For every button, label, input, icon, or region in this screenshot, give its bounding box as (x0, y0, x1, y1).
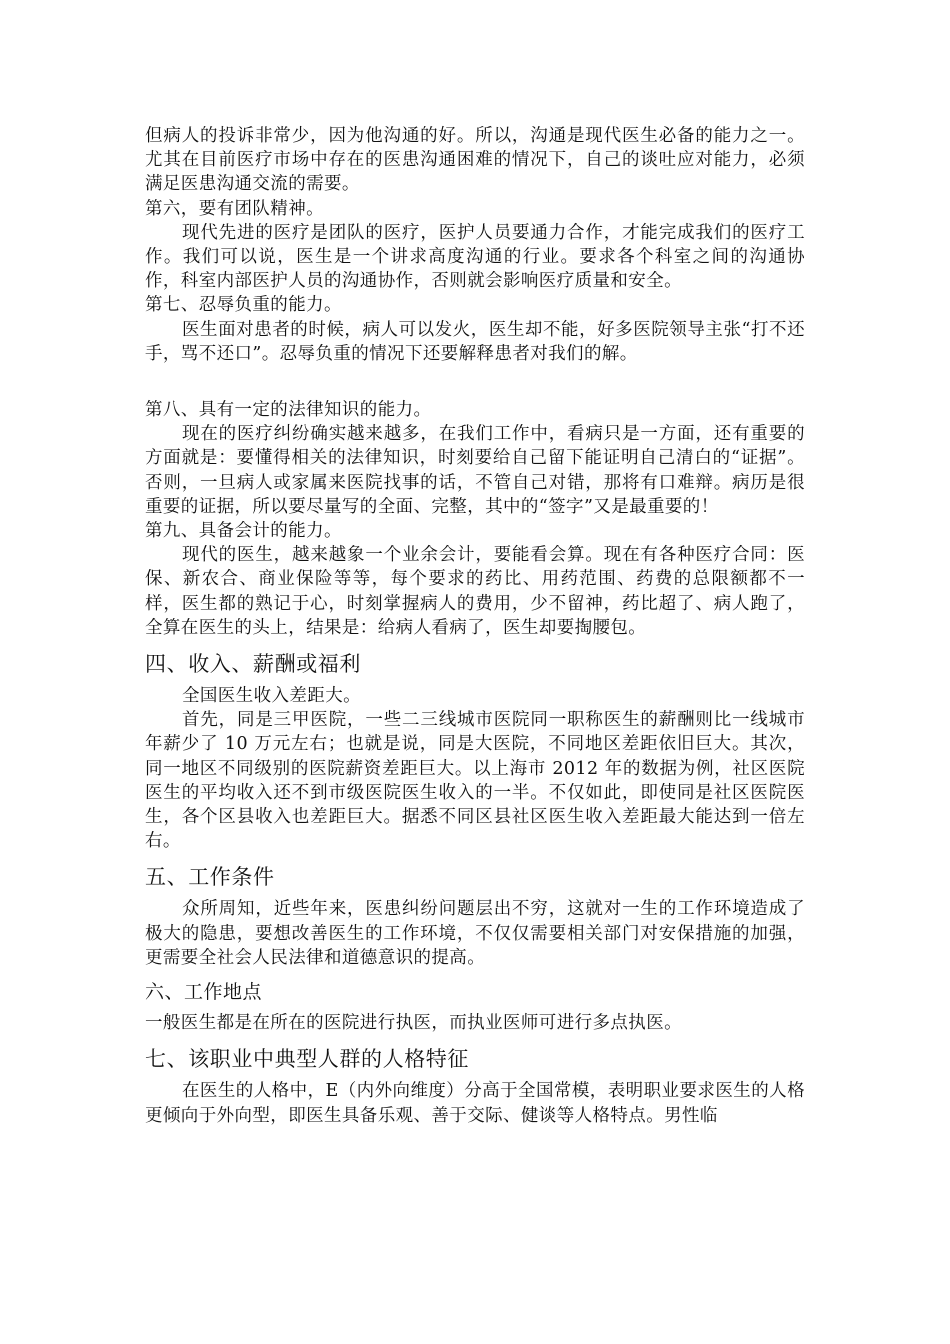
section-conditions-heading: 五、工作条件 (145, 865, 275, 890)
paragraph-legal: 现在的医疗纠纷确实越来越多，在我们工作中，看病只是一方面，还有重要的方面就是：要懂得相关的法律知识，时刻要给自己留下能证明自己清白的“证据”。否则，一旦病人或家属来医院找事的话，不管自己对错，那将有口难辩。病历是很重要的证据，所以要尽量写的全面、完整，其中的“签字”又是最重要的！ (145, 424, 805, 517)
blank-gap (145, 366, 805, 398)
item-seven-heading: 第七、忍辱负重的能力。 (145, 295, 342, 316)
section-personality-heading: 七、该职业中典型人群的人格特征 (145, 1047, 469, 1072)
section-location-heading: 六、工作地点 (145, 981, 263, 1004)
paragraph-communication: 但病人的投诉非常少，因为他沟通的好。所以，沟通是现代医生必备的能力之一。尤其在目前医疗市场中存在的医患沟通困难的情况下，自己的谈吐应对能力，必须满足医患沟通交流的需要。 (145, 126, 805, 195)
paragraph-accounting: 现代的医生，越来越象一个业余会计，要能看会算。现在有各种医疗合同：医保、新农合、商业保险等等，每个要求的药比、用药范围、药费的总限额都不一样，医生都的熟记于心，时刻掌握病人的费用，少不留神，药比超了、病人跑了，全算在医生的头上，结果是：给病人看病了，医生却要掏腰包。 (145, 545, 805, 638)
item-nine-heading: 第九、具备会计的能力。 (145, 521, 342, 542)
paragraph-teamwork: 现代先进的医疗是团队的医疗，医护人员要通力合作，才能完成我们的医疗工作。我们可以说，医生是一个讲求高度沟通的行业。要求各个科室之间的沟通协作，科室内部医护人员的沟通协作，否则就会影响医疗质量和安全。 (145, 222, 805, 292)
section-income-heading: 四、收入、薪酬或福利 (145, 652, 361, 677)
paragraph-personality: 在医生的人格中，E（内外向维度）分高于全国常模，表明职业要求医生的人格更倾向于外向型，即医生具备乐观、善于交际、健谈等人格特点。男性临 (145, 1081, 805, 1126)
paragraph-endurance: 医生面对患者的时候，病人可以发火，医生却不能，好多医院领导主张“打不还手，骂不还口”。忍辱负重的情况下还要解释患者对我们的解。 (145, 319, 805, 364)
item-eight-heading: 第八、具有一定的法律知识的能力。 (145, 400, 432, 421)
paragraph-conditions: 众所周知，近些年来，医患纠纷问题层出不穷，这就对一生的工作环境造成了极大的隐患，要想改善医生的工作环境，不仅仅需要相关部门对安保措施的加强，更需要全社会人民法律和道德意识的提高。 (145, 899, 805, 968)
document-page (145, 124, 805, 1128)
paragraph-income-intro: 全国医生收入差距大。 (182, 686, 361, 707)
item-six-heading: 第六，要有团队精神。 (145, 198, 324, 219)
paragraph-location: 一般医生都是在所在的医院进行执医，而执业医师可进行多点执医。 (145, 1013, 682, 1034)
paragraph-income-detail: 首先，同是三甲医院，一些二三线城市医院同一职称医生的薪酬则比一线城市年薪少了 10 万元左右；也就是说，同是大医院，不同地区差距依旧巨大。其次，同一地区不同级别的医院薪资差距巨大。以上海市 2012 年的数据为例，社区医院医生的平均收入还不到市级医院医生收入的一半。不仅如此，即使同是社区医院医生，各个区县收入也差距巨大。据悉不同区县社区医生收入差距最大能达到一倍左右。 (145, 710, 805, 852)
